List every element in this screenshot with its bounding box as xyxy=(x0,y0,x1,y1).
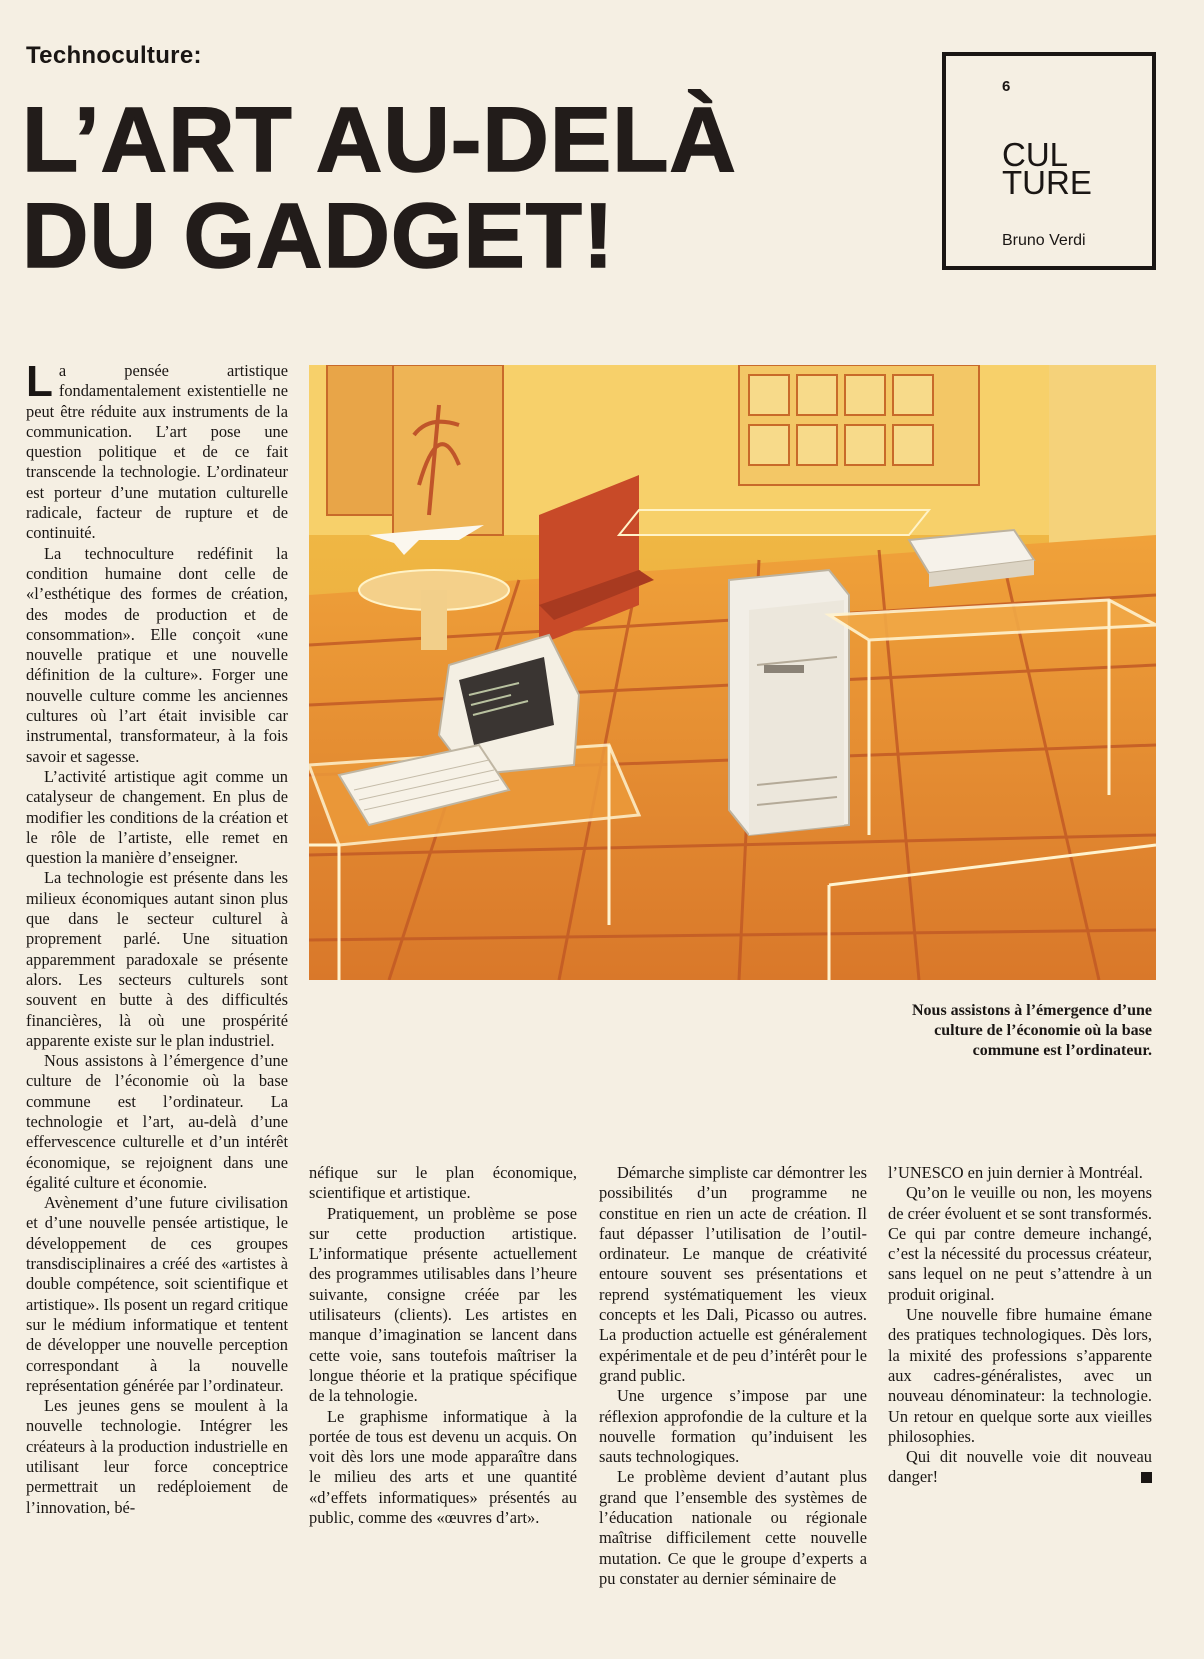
paragraph: Pratiquement, un problème se pose sur cette production artistique. L’informatique présente actuellement des programmes utilisables dans l’heure suivante, consigne créée par les utilisateurs (clients). Les artistes en manque d’imagination se lancent dans cette voie, sans toutefois maîtriser la longue théorie et la pratique spécifique de la tehnologie. xyxy=(309,1203,577,1406)
article-column-4 xyxy=(888,1163,1152,1488)
article-column-3 xyxy=(599,1163,867,1589)
article-column-2 xyxy=(309,1163,577,1528)
paragraph: Une nouvelle fibre humaine émane des pratiques technologiques. Dès lors, la mixité des professions s’apparente aux cadres-généralistes, avec un nouveau dénominateur: la technologie. Un retour en quelque sorte aux vieilles philosophies. xyxy=(888,1305,1152,1446)
paragraph: Qu’on le veuille ou non, les moyens de créer évoluent et se sont transformés. Ce qui par contre demeure inchangé, c’est la nécessité du processus créateur, sans lequel on ne peut s’attendre à un produit original. xyxy=(888,1183,1152,1304)
page-number: 6 xyxy=(1002,78,1011,95)
paragraph: Démarche simpliste car démontrer les possibilités d’un programme ne constitue en rien un acte de création. Il faut dépasser l’utilisation de l’outil-ordinateur. Le manque de créativité entoure souvent ses présentations et reprend systématiquement les vieux concepts et les Dali, Picasso ou autres. La production actuelle est généralement expérimentale et de peu d’intérêt pour le grand public. xyxy=(599,1163,867,1385)
paragraph-text: a pensée artistique fondamentalement existentielle ne peut être réduite aux instruments de la communication. L’art pose une question politique et de ce fait transcende la technologie. L’ordinateur est porteur d’une mutation culturelle radicale, facteur de rupture et de continuité. xyxy=(26,361,288,543)
paragraph: Nous assistons à l’émergence d’une culture de l’économie où la base commune est l’ordinateur. La technologie et l’art, au-delà d’une effervescence culturelle et d’un intérêt économique, se rejoignent dans une égalité culture et économie. xyxy=(26,1051,288,1192)
kicker: Technoculture: xyxy=(26,42,202,69)
headline-line-1: L’ART AU-DELÀ xyxy=(22,89,737,191)
paragraph: Une urgence s’impose par une réflexion approfondie de la culture et la nouvelle formation qu’induisent les sauts technologiques. xyxy=(599,1386,867,1467)
office-computer-illustration xyxy=(309,365,1156,980)
paragraph: l’UNESCO en juin dernier à Montréal. xyxy=(888,1163,1143,1182)
paragraph: Les jeunes gens se moulent à la nouvelle technologie. Intégrer les créateurs à la production industrielle en utilisant leur force conceptrice permettrait un redéploiement de l’innovation, bé- xyxy=(26,1396,288,1517)
section-box xyxy=(942,52,1156,270)
paragraph-text: Qui dit nouvelle voie dit nouveau danger! xyxy=(888,1447,1152,1487)
paragraph xyxy=(26,357,288,544)
paragraph: Le graphisme informatique à la portée de tous est devenu un acquis. On voit dès lors une mode apparaître dans le milieu des arts et une quantité «d’effets informatiques» présentés au public, comme des «œuvres d’art». xyxy=(309,1406,577,1528)
paragraph: L’activité artistique agit comme un catalyseur de changement. En plus de modifier les conditions de la création et le rôle de l’artiste, elle remet en question la manière d’enseigner. xyxy=(26,766,288,868)
paragraph: Avènement d’une future civilisation et d’une nouvelle pensée artistique, le développement de ces groupes transdisciplinaires a créé des «artistes à double compétence, soit scientifique et artistique». Ils posent un regard critique sur le médium informatique et tentent de développer une nouvelle perception correspondant à la nouvelle représentation générée par l’ordinateur. xyxy=(26,1193,288,1395)
image-caption: Nous assistons à l’émergence d’une culture de l’économie où la base commune est l’ordinateur. xyxy=(912,1002,1152,1059)
paragraph: La technoculture redéfinit la condition humaine dont celle de «l’esthétique des formes de création, des modes de production et de consommation». Elle conçoit «une nouvelle pratique et une nouvelle définition de la culture». Forger une nouvelle culture comme les anciennes cultures où l’art était invisible car instrumental, transformateur, à la fois savoir et sagesse. xyxy=(26,543,288,766)
author-name: Bruno Verdi xyxy=(1002,232,1086,249)
section-label-part2: TURE xyxy=(1002,164,1092,201)
paragraph xyxy=(888,1447,1152,1488)
paragraph: Le problème devient d’autant plus grand que l’ensemble des systèmes de l’éducation nationale ou régionale maîtrise difficilement cette nouvelle mutation. Ce que le groupe d’experts a pu constater au dernier séminaire de xyxy=(599,1467,867,1588)
headline-line-2: DU GADGET! xyxy=(22,185,615,287)
paragraph: néfique sur le plan économique, scientifique et artistique. xyxy=(309,1163,577,1203)
drop-cap: L xyxy=(26,357,53,406)
section-label-part1: CUL xyxy=(1002,136,1069,173)
paragraph: La technologie est présente dans les milieux économiques autant sinon plus que dans le secteur culturel à proprement parlé. Une situation apparemment paradoxale se présente alors. Les secteurs culturels sont souvent en butte à des difficultés financières, là où une prospérité apparente existe sur le plan industriel. xyxy=(26,868,288,1050)
article-column-1 xyxy=(26,357,288,1518)
end-mark-icon xyxy=(1141,1472,1152,1483)
headline xyxy=(22,89,737,287)
